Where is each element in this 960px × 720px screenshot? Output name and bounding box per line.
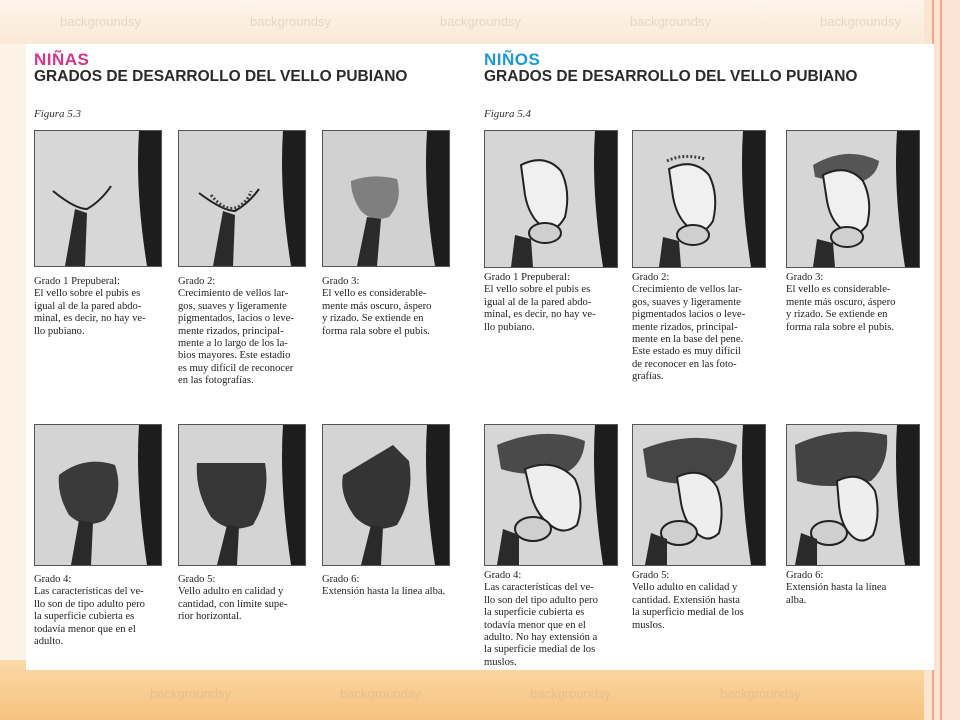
watermark-text: backgroundsy bbox=[340, 686, 421, 701]
ninas-grade-1-caption bbox=[34, 276, 170, 338]
grade-label: Grado 6: bbox=[322, 574, 360, 585]
caption-line: Las características del ve- bbox=[484, 582, 594, 594]
ninas-grade-1-illustration bbox=[34, 130, 162, 267]
ninos-grade-3-caption bbox=[786, 272, 924, 334]
ninas-subtitle: GRADOS DE DESARROLLO DEL VELLO PUBIANO bbox=[34, 68, 408, 85]
caption-line: igual al de la pared abdo- bbox=[484, 296, 592, 308]
ninas-grade-2-illustration bbox=[178, 130, 306, 267]
ninas-grade-5-caption bbox=[178, 574, 314, 624]
caption-line: muslos. bbox=[484, 656, 517, 668]
caption-line: mente a lo largo de los la- bbox=[178, 338, 288, 350]
caption-line: Las características del ve- bbox=[34, 586, 144, 598]
watermark-text: backgroundsy bbox=[250, 14, 331, 29]
caption-line: Crecimiento de vellos lar- bbox=[632, 284, 743, 296]
ninos-grade-5-caption bbox=[632, 570, 772, 632]
caption-line: grafías. bbox=[632, 371, 664, 383]
caption-line: llo son del tipo adulto pero bbox=[484, 594, 598, 606]
ninas-grade-4-caption bbox=[34, 574, 170, 648]
caption-line: mente en la base del pene. bbox=[632, 334, 744, 346]
caption-line: es muy difícil de reconocer bbox=[178, 362, 294, 374]
caption-line: alba. bbox=[786, 594, 807, 606]
ninos-grade-1-illustration bbox=[484, 130, 618, 268]
grade-label: Grado 1 Prepuberal: bbox=[34, 276, 120, 287]
caption-line: rior horizontal. bbox=[178, 611, 242, 623]
caption-line: Extensión hasta la línea bbox=[786, 582, 887, 594]
caption-line: Este estado es muy difícil bbox=[632, 346, 741, 358]
caption-line: muslos. bbox=[632, 619, 665, 631]
ninos-grade-2-caption bbox=[632, 272, 772, 384]
caption-line: mente más oscuro, áspero bbox=[786, 296, 896, 308]
caption-line: todavía menor que en el bbox=[34, 623, 136, 635]
caption-line: adulto. bbox=[34, 636, 64, 648]
caption-line: El vello es considerable- bbox=[786, 284, 891, 296]
caption-line: pigmentados, lacios o leve- bbox=[178, 313, 294, 325]
caption-line: minal, es decir, no hay ve- bbox=[34, 313, 146, 325]
ninos-grade-1-caption bbox=[484, 272, 624, 334]
caption-line: llo son de tipo adulto pero bbox=[34, 598, 145, 610]
textbook-page bbox=[26, 44, 934, 670]
grade-label: Grado 5: bbox=[632, 570, 670, 581]
caption-line: mente rizados, principal- bbox=[178, 325, 284, 337]
caption-line: Vello adulto en calidad y bbox=[632, 582, 738, 594]
ninos-grade-2-illustration bbox=[632, 130, 766, 268]
caption-line: mente rizados, principal- bbox=[632, 321, 738, 333]
ninas-grade-3-illustration bbox=[322, 130, 450, 267]
watermark-text: backgroundsy bbox=[530, 686, 611, 701]
grade-label: Grado 5: bbox=[178, 574, 216, 585]
grade-label: Grado 3: bbox=[786, 272, 824, 283]
caption-line: y rizado. Se extiende en bbox=[786, 309, 888, 321]
ninos-figure-label: Figura 5.4 bbox=[484, 108, 532, 120]
ninos-title: NIÑOS bbox=[484, 50, 541, 69]
ninos-grade-4-caption bbox=[484, 570, 624, 669]
grade-label: Grado 4: bbox=[484, 570, 522, 581]
caption-line: Extensión hasta la línea alba. bbox=[322, 586, 446, 598]
ninas-grade-6-caption bbox=[322, 574, 462, 599]
grade-label: Grado 3: bbox=[322, 276, 360, 287]
ninas-grade-6-illustration bbox=[322, 424, 450, 566]
caption-line: forma rala sobre el pubis. bbox=[322, 325, 430, 337]
caption-line: gos, suaves y ligeramente bbox=[632, 296, 741, 308]
caption-line: llo pubiano. bbox=[484, 321, 535, 333]
caption-line: Crecimiento de vellos lar- bbox=[178, 288, 289, 300]
caption-line: la superficie cubierta es bbox=[34, 611, 135, 623]
ninos-grade-6-illustration bbox=[786, 424, 920, 566]
ninos-grade-6-caption bbox=[786, 570, 924, 607]
watermark-text: backgroundsy bbox=[60, 14, 141, 29]
caption-line: El vello sobre el pubis es bbox=[34, 288, 141, 300]
ninas-title: NIÑAS bbox=[34, 50, 90, 69]
grade-label: Grado 2: bbox=[178, 276, 216, 287]
caption-line: cantidad. Extensión hasta bbox=[632, 594, 740, 606]
ninos-subtitle: GRADOS DE DESARROLLO DEL VELLO PUBIANO bbox=[484, 68, 858, 85]
ninas-grade-5-illustration bbox=[178, 424, 306, 566]
caption-line: la superficie medial de los bbox=[484, 644, 596, 656]
caption-line: y rizado. Se extiende en bbox=[322, 313, 424, 325]
caption-line: la superficie cubierta es bbox=[484, 607, 585, 619]
caption-line: pigmentados lacios o leve- bbox=[632, 309, 746, 321]
grade-label: Grado 6: bbox=[786, 570, 824, 581]
caption-line: de reconocer en las foto- bbox=[632, 358, 737, 370]
caption-line: llo pubiano. bbox=[34, 325, 85, 337]
caption-line: igual al de la pared abdo- bbox=[34, 300, 142, 312]
watermark-text: backgroundsy bbox=[630, 14, 711, 29]
ninas-grade-4-illustration bbox=[34, 424, 162, 566]
watermark-text: backgroundsy bbox=[440, 14, 521, 29]
watermark-text: backgroundsy bbox=[150, 686, 231, 701]
ninas-figure-label: Figura 5.3 bbox=[34, 108, 82, 120]
caption-line: El vello es considerable- bbox=[322, 288, 427, 300]
caption-line: cantidad, con límite supe- bbox=[178, 598, 288, 610]
ninas-grade-3-caption bbox=[322, 276, 458, 338]
caption-line: El vello sobre el pubis es bbox=[484, 284, 591, 296]
grade-label: Grado 2: bbox=[632, 272, 670, 283]
caption-line: minal, es decir, no hay ve- bbox=[484, 309, 596, 321]
caption-line: bios mayores. Este estadio bbox=[178, 350, 291, 362]
caption-line: en las fotografías. bbox=[178, 375, 254, 387]
caption-line: adulto. No hay extensión a bbox=[484, 632, 598, 644]
caption-line: forma rala sobre el pubis. bbox=[786, 321, 894, 333]
ninos-grade-5-illustration bbox=[632, 424, 766, 566]
ninas-grade-2-caption bbox=[178, 276, 314, 388]
caption-line: mente más oscuro, áspero bbox=[322, 300, 432, 312]
caption-line: gos, suaves y ligeramente bbox=[178, 300, 287, 312]
grade-label: Grado 4: bbox=[34, 574, 72, 585]
caption-line: Vello adulto en calidad y bbox=[178, 586, 284, 598]
caption-line: todavía menor que en el bbox=[484, 619, 586, 631]
ninos-grade-4-illustration bbox=[484, 424, 618, 566]
ninos-grade-3-illustration bbox=[786, 130, 920, 268]
grade-label: Grado 1 Prepuberal: bbox=[484, 272, 570, 283]
caption-line: la superficio medial de los bbox=[632, 607, 744, 619]
watermark-text: backgroundsy bbox=[720, 686, 801, 701]
watermark-text: backgroundsy bbox=[820, 14, 901, 29]
